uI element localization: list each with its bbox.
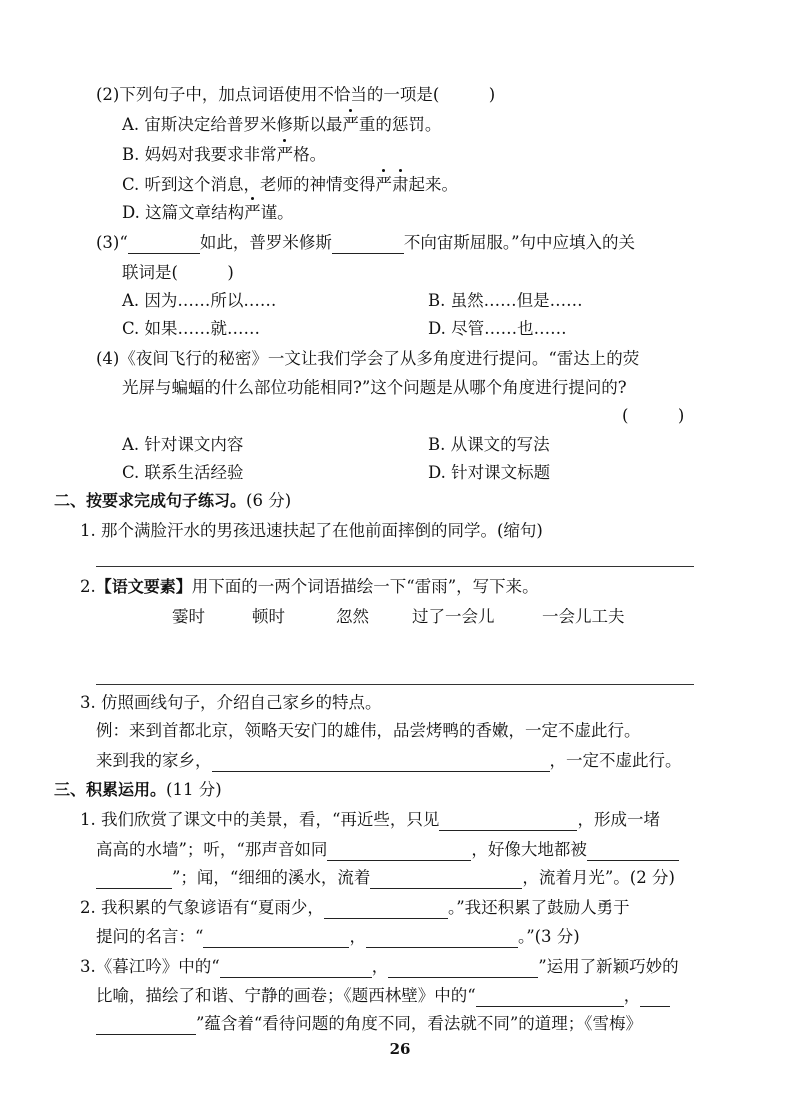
q2-option-c: C. 听到这个消息，老师的神情变得严肃起来。 [122, 175, 459, 194]
s3-q3-line2: 比喻，描绘了和谐、宁静的画卷；《题西林壁》中的“ ， [96, 985, 670, 1007]
q2-option-b: B. 妈妈对我要求非常严格。 [122, 145, 327, 164]
q4-stem-cont: 光屏与蝙蝠的什么部位功能相同?”这个问题是从哪个角度进行提问的? [122, 378, 627, 397]
section-2-heading: 二、按要求完成句子练习。(6 分) [54, 491, 292, 510]
word-item: 一会儿工夫 [542, 607, 625, 626]
s3-q3-blank-1[interactable] [220, 959, 372, 978]
s2-q3: 3. 仿照画线句子，介绍自己家乡的特点。 [80, 693, 382, 712]
word-item: 过了一会儿 [412, 607, 495, 626]
q4-option-a: A. 针对课文内容 [122, 435, 244, 454]
s2-q3-example: 例：来到首都北京，领略天安门的雄伟，品尝烤鸭的香嫩，一定不虚此行。 [96, 721, 641, 740]
s3-q3-blank-2[interactable] [388, 959, 538, 978]
q4-option-b: B. 从课文的写法 [428, 435, 550, 454]
s2-q2-answer-line[interactable] [96, 684, 694, 685]
q3-option-c: C. 如果……就…… [122, 319, 261, 338]
s2-word-bank [172, 606, 625, 628]
s3-q1-blank-3b[interactable] [96, 870, 172, 889]
s3-q2-blank-3[interactable] [366, 929, 518, 948]
q3-blank-2[interactable] [332, 235, 404, 254]
q4-stem: (4)《夜间飞行的秘密》一文让我们学会了从多角度进行提问。“雷达上的荧 [96, 349, 640, 368]
section-3-heading: 三、积累运用。(11 分) [54, 780, 222, 799]
s2-q1: 1. 那个满脸汗水的男孩迅速扶起了在他前面摔倒的同学。(缩句) [80, 521, 543, 540]
s3-q1-line1: 1. 我们欣赏了课文中的美景，看，“再近些，只见 ，形成一堵 [80, 810, 660, 829]
s3-q3-line1: 3.《暮江吟》中的“ ， ”运用了新颖巧妙的 [80, 957, 679, 976]
q4-option-c: C. 联系生活经验 [122, 463, 244, 482]
q3-option-d: D. 尽管……也…… [428, 319, 567, 338]
s2-q3-blank[interactable] [212, 753, 550, 772]
s3-q1-blank-2[interactable] [327, 842, 471, 861]
q3-option-a: A. 因为……所以…… [122, 291, 277, 310]
s3-q1-blank-4[interactable] [370, 870, 522, 889]
s3-q1-line3: ”；闻，“细细的溪水，流着 ，流着月光”。(2 分) [96, 867, 675, 889]
s3-q2-line1: 2. 我积累的气象谚语有“夏雨少， 。”我还积累了鼓励人勇于 [80, 898, 630, 917]
q3-option-b: B. 虽然……但是…… [428, 291, 583, 310]
q2-option-a: A. 宙斯决定给普罗米修斯以最严重的惩罚。 [122, 115, 442, 134]
s3-q1-blank-3a[interactable] [587, 842, 679, 861]
q3-blank-1[interactable] [128, 235, 200, 254]
q4-answer-paren[interactable]: ( ) [622, 406, 685, 425]
s2-q3-fill: 来到我的家乡， ，一定不虚此行。 [96, 751, 682, 770]
s2-q2: 2.【语文要素】用下面的一两个词语描绘一下“雷雨”，写下来。 [80, 577, 539, 596]
s3-q2-blank-1[interactable] [324, 900, 448, 919]
page-number: 26 [389, 1040, 411, 1058]
q3-stem-cont: 联词是( ) [122, 263, 234, 282]
s3-q1-line2: 高高的水墙”；听，“那声音如同 ，好像大地都被 [96, 839, 679, 861]
s3-q3-line3: ”蕴含着“看待问题的角度不同，看法就不同”的道理；《雪梅》 [96, 1013, 642, 1035]
s2-q1-answer-line[interactable] [96, 566, 694, 567]
q3-stem: (3)“ 如此，普罗米修斯 不向宙斯屈服。”句中应填入的关 [96, 233, 635, 252]
word-item: 顿时 [252, 607, 285, 626]
s3-q3-blank-4a[interactable] [640, 988, 670, 1007]
language-element-tag: 【语文要素】 [95, 577, 192, 596]
q4-option-d: D. 针对课文标题 [428, 463, 551, 482]
s3-q2-line2: 提问的名言：“ ， 。”(3 分) [96, 927, 580, 946]
word-item: 霎时 [172, 607, 205, 626]
s3-q3-blank-3[interactable] [476, 988, 624, 1007]
word-item: 忽然 [336, 607, 369, 626]
q2-option-d: D. 这篇文章结构严谨。 [122, 203, 294, 222]
s3-q2-blank-2[interactable] [203, 929, 349, 948]
q2-stem: (2)下列句子中，加点词语使用不恰当的一项是( ) [96, 85, 496, 104]
s3-q3-blank-4b[interactable] [96, 1016, 196, 1035]
s3-q1-blank-1[interactable] [439, 812, 577, 831]
